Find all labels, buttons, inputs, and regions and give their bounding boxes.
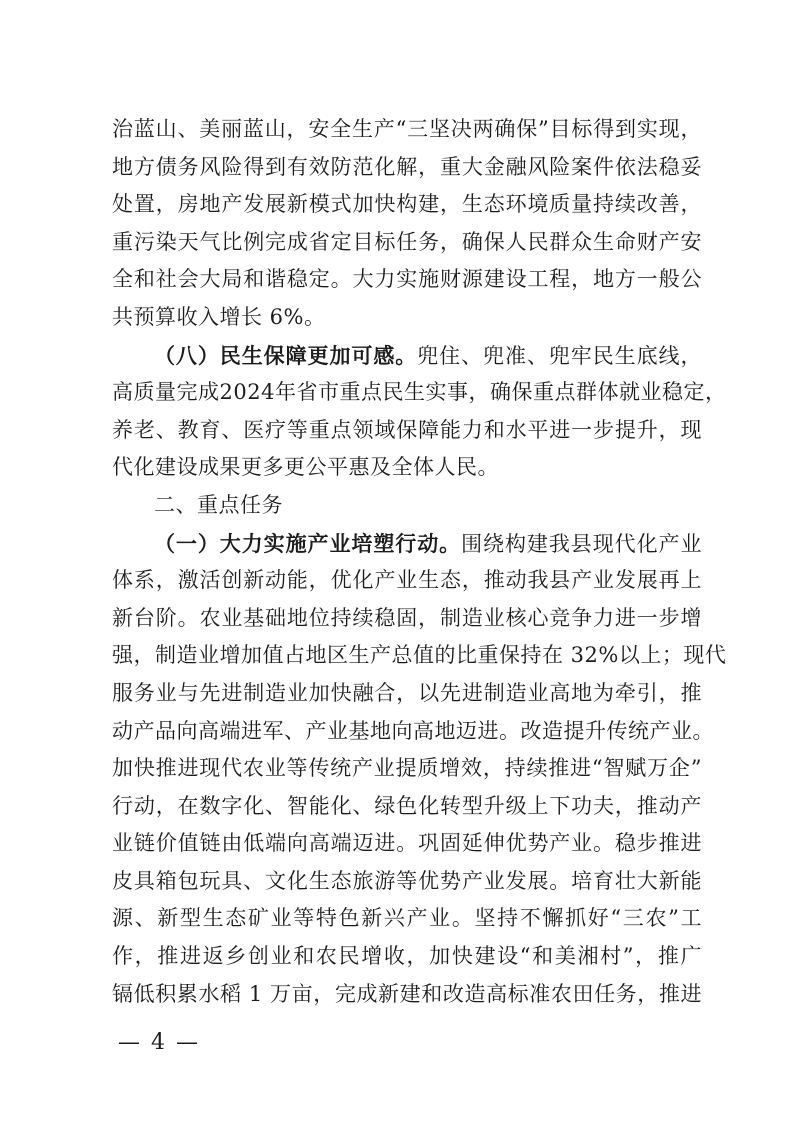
text-line: 共预算收入增长 6%。: [112, 304, 326, 329]
paragraph-heading: （八）民生保障更加可感。: [154, 342, 418, 368]
text-line: 强，制造业增加值占地区生产总值的比重保持在 32%以上；现代: [112, 643, 727, 668]
text-line: 地方债务风险得到有效防范化解，重大金融风险案件依法稳妥: [112, 154, 702, 179]
text-line: 源、新型生态矿业等特色新兴产业。坚持不懈抓好“三农”工: [112, 906, 702, 931]
text-line: 高质量完成2024年省市重点民生实事，确保重点群体就业稳定，: [112, 380, 727, 405]
text-line: 重污染天气比例完成省定目标任务，确保人民群众生命财产安: [112, 229, 702, 254]
paragraph-livelihood: [112, 337, 727, 487]
text-line: 体系，激活创新动能，优化产业生态，推动我县产业发展再上: [112, 568, 702, 593]
page-number: — 4 —: [118, 1030, 200, 1055]
text-line: [112, 525, 702, 563]
text-line: 动产品向高端进军、产业基地向高地迈进。改造提升传统产业。: [112, 718, 714, 743]
text-line: 服务业与先进制造业加快融合，以先进制造业高地为牵引，推: [112, 680, 702, 705]
text-line: 全和社会大局和谐稳定。大力实施财源建设工程，地方一般公: [112, 267, 702, 292]
paragraph-continuation: [112, 111, 702, 337]
text-line: 皮具箱包玩具、文化生态旅游等优势产业发展。培育壮大新能: [112, 868, 702, 893]
text-line: 行动，在数字化、智能化、绿色化转型升级上下功夫，推动产: [112, 793, 702, 818]
text-line: 处置，房地产发展新模式加快构建，生态环境质量持续改善，: [112, 192, 702, 217]
text-line: 代化建设成果更多更公平惠及全体人民。: [112, 455, 499, 480]
paragraph-heading: （一）大力实施产业培塑行动。: [154, 530, 462, 556]
paragraph-industry: [112, 525, 727, 1014]
text-line: [112, 337, 702, 375]
text-line: 新台阶。农业基础地位持续稳固，制造业核心竞争力进一步增: [112, 605, 702, 630]
document-body: [112, 111, 727, 1013]
text-line: 养老、教育、医疗等重点领域保障能力和水平进一步提升，现: [112, 417, 702, 442]
text-line: 治蓝山、美丽蓝山，安全生产“三坚决两确保”目标得到实现，: [112, 117, 702, 141]
text-span: 围绕构建我县现代化产业: [461, 531, 702, 556]
text-line: 业链价值链由低端向高端迈进。巩固延伸优势产业。稳步推进: [112, 831, 702, 856]
text-line: 作，推进返乡创业和农民增收，加快建设“和美湘村”，推广: [112, 944, 702, 969]
section-heading: 二、重点任务: [154, 492, 283, 517]
text-span: 兜住、兜准、兜牢民生底线，: [417, 343, 702, 368]
text-line: 加快推进现代农业等传统产业提质增效，持续推进“智赋万企”: [112, 756, 702, 781]
text-line: 镉低积累水稻 1 万亩，完成新建和改造高标准农田任务，推进: [112, 981, 702, 1006]
